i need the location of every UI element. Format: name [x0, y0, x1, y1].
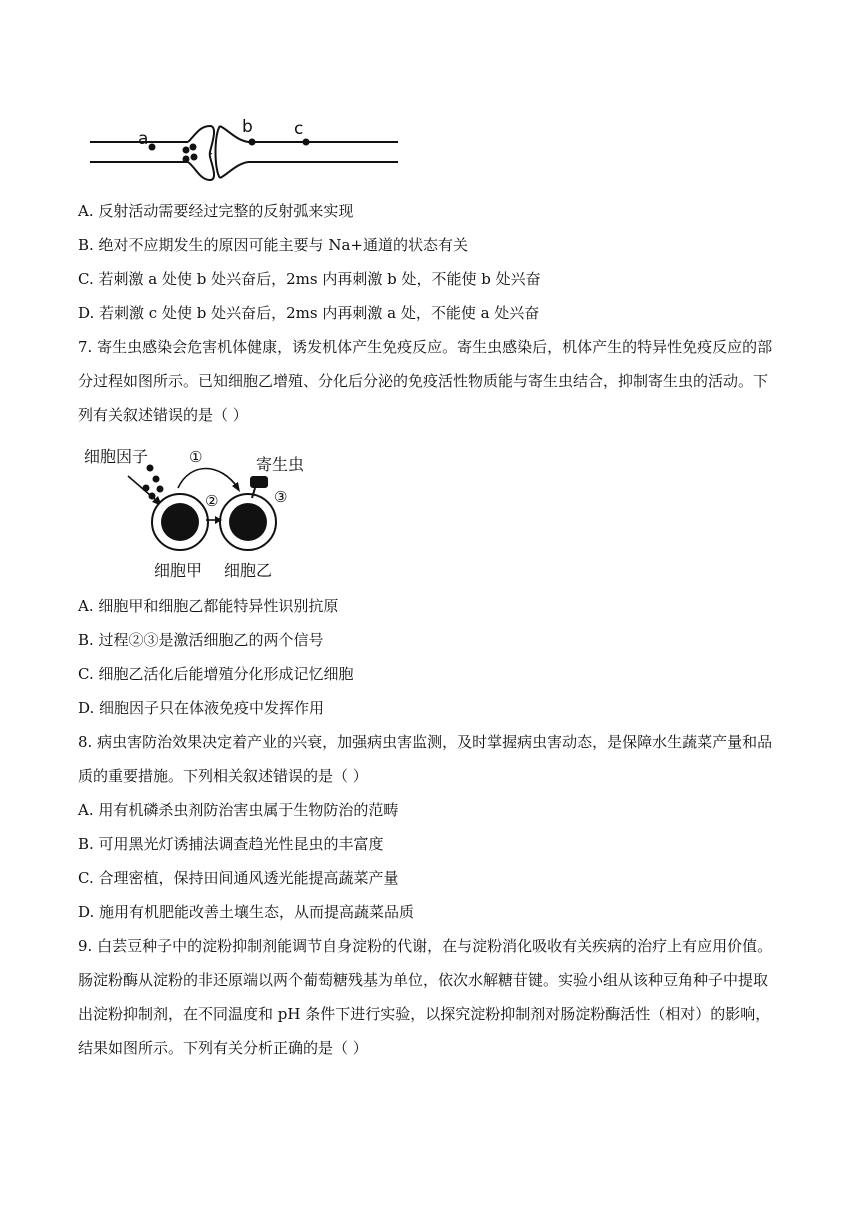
q6-option-b: B. 绝对不应期发生的原因可能主要与 Na+通道的状态有关 [78, 236, 468, 254]
label-c: c [294, 119, 304, 139]
q6-option-c: C. 若刺激 a 处使 b 处兴奋后，2ms 内再刺激 b 处，不能使 b 处兴奋 [78, 270, 541, 288]
synapse-diagram [88, 118, 408, 184]
point-a [149, 144, 156, 151]
parasite-label: 寄生虫 [256, 455, 305, 474]
q8-option-a: A. 用有机磷杀虫剂防治害虫属于生物防治的范畴 [78, 801, 399, 819]
step-1-label: ① [189, 448, 203, 466]
q8-option-d: D. 施用有机肥能改善土壤生态，从而提高蔬菜品质 [78, 903, 415, 921]
q6-option-a: A. 反射活动需要经过完整的反射弧来实现 [78, 202, 354, 220]
q9-stem-line-2: 肠淀粉酶从淀粉的非还原端以两个葡萄糖残基为单位，依次水解糖苷键。实验小组从该种豆角种子中提取 [78, 971, 769, 989]
q7-option-c: C. 细胞乙活化后能增殖分化形成记忆细胞 [78, 665, 354, 683]
step-2-label: ② [205, 492, 219, 510]
cell-b-label: 细胞乙 [224, 561, 273, 580]
q7-stem-line-3: 列有关叙述错误的是（ ） [78, 406, 248, 424]
q7-option-b: B. 过程②③是激活细胞乙的两个信号 [78, 631, 324, 649]
immune-cell-diagram [80, 440, 320, 585]
cytokine-label: 细胞因子 [84, 447, 149, 466]
point-b [249, 139, 256, 146]
q7-option-d: D. 细胞因子只在体液免疫中发挥作用 [78, 699, 325, 717]
point-c [303, 139, 310, 146]
q7-stem-line-2: 分过程如图所示。已知细胞乙增殖、分化后分泌的免疫活性物质能与寄生虫结合，抑制寄生虫的活动。下 [78, 372, 769, 390]
label-a: a [138, 129, 149, 149]
cell-a-label: 细胞甲 [154, 561, 203, 580]
label-b: b [242, 118, 253, 137]
q6-option-d: D. 若刺激 c 处使 b 处兴奋后，2ms 内再刺激 a 处，不能使 a 处兴奋 [78, 304, 540, 322]
q9-stem-line-3: 出淀粉抑制剂，在不同温度和 pH 条件下进行实验，以探究淀粉抑制剂对肠淀粉酶活性（相对）的影响， [78, 1005, 771, 1023]
q8-stem-line-2: 质的重要措施。下列相关叙述错误的是（ ） [78, 767, 368, 785]
q9-stem-line-1: 9. 白芸豆种子中的淀粉抑制剂能调节自身淀粉的代谢，在与淀粉消化吸收有关疾病的治疗上有应用价值。 [78, 937, 773, 955]
q7-option-a: A. 细胞甲和细胞乙都能特异性识别抗原 [78, 597, 339, 615]
q9-stem-line-4: 结果如图所示。下列有关分析正确的是（ ） [78, 1039, 368, 1057]
step-3-label: ③ [274, 488, 288, 506]
q7-stem-line-1: 7. 寄生虫感染会危害机体健康，诱发机体产生免疫反应。寄生虫感染后，机体产生的特异性免疫反应的部 [78, 338, 773, 356]
q8-option-c: C. 合理密植，保持田间通风透光能提高蔬菜产量 [78, 869, 399, 887]
q8-stem-line-1: 8. 病虫害防治效果决定着产业的兴衰，加强病虫害监测，及时掌握病虫害动态，是保障水生蔬菜产量和品 [78, 733, 773, 751]
q8-option-b: B. 可用黑光灯诱捕法调查趋光性昆虫的丰富度 [78, 835, 384, 853]
